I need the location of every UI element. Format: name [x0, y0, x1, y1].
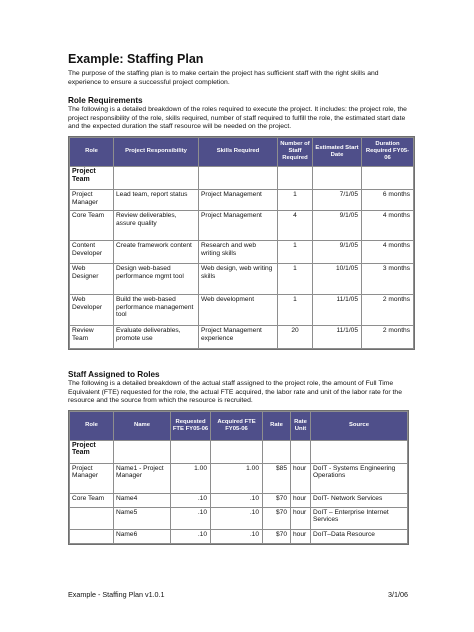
table-row — [70, 508, 407, 529]
duration-cell: 4 months — [362, 211, 413, 240]
role-cell: Project Manager — [70, 190, 113, 210]
acquired-fte-cell: 1.00 — [211, 464, 262, 493]
table-row — [70, 264, 413, 294]
skills-cell: Research and web writing skills — [199, 241, 277, 263]
table-row — [70, 211, 413, 240]
requested-fte-cell: .10 — [171, 530, 210, 543]
responsibility-cell: Lead team, report status — [114, 190, 198, 210]
role-cell: Project Manager — [70, 464, 113, 493]
responsibility-cell: Design web-based performance mgmt tool — [114, 264, 198, 294]
table-row — [70, 494, 407, 507]
number-cell: 1 — [278, 264, 312, 294]
acquired-fte-cell: .10 — [211, 494, 262, 507]
duration-cell: 4 months — [362, 241, 413, 263]
col-header-number-staff: Number of Staff Required — [278, 138, 312, 166]
col-header-duration: Duration Required FY05-06 — [362, 138, 413, 166]
section-spacer — [68, 350, 408, 370]
table-row — [70, 295, 413, 325]
source-cell: DoIT- Network Services — [311, 494, 407, 507]
source-cell: DoIT–Data Resource — [311, 530, 407, 543]
col-header-source: Source — [311, 412, 407, 440]
role-requirements-heading: Role Requirements — [68, 96, 143, 106]
table-cell — [199, 167, 277, 189]
role-cell — [70, 530, 113, 543]
col-header-responsibility: Project Responsibility — [114, 138, 198, 166]
col-header-acquired-fte: Acquired FTE FY05-06 — [211, 412, 262, 440]
document-page — [68, 52, 408, 545]
group-label: Project Team — [70, 167, 113, 189]
number-cell: 1 — [278, 295, 312, 325]
start-date-cell: 10/1/05 — [313, 264, 361, 294]
table-cell — [278, 167, 312, 189]
rate-unit-cell: hour — [291, 508, 310, 529]
source-cell: DoIT – Enterprise Internet Services — [311, 508, 407, 529]
table-row — [70, 167, 413, 189]
role-cell: Core Team — [70, 494, 113, 507]
duration-cell: 2 months — [362, 326, 413, 348]
number-cell: 4 — [278, 211, 312, 240]
col-header-role: Role — [70, 138, 113, 166]
skills-cell: Project Management — [199, 190, 277, 210]
name-cell: Name1 - Project Manager — [114, 464, 170, 493]
number-cell: 1 — [278, 190, 312, 210]
table-cell — [114, 441, 170, 463]
rate-cell: $70 — [263, 494, 290, 507]
col-header-role: Role — [70, 412, 113, 440]
role-cell: Core Team — [70, 211, 113, 240]
start-date-cell: 7/1/05 — [313, 190, 361, 210]
role-cell: Review Team — [70, 326, 113, 348]
table-row — [70, 530, 407, 543]
col-header-name: Name — [114, 412, 170, 440]
table-header-row — [70, 412, 407, 440]
table-header-row — [70, 138, 413, 166]
role-requirements-text: The following is a detailed breakdown of the roles required to execute the project. It includes: the project role, the project responsibility of the role, skills required, number of staff required to fulfill the role, the estimated start date and the expected duration the staff resource will be needed on the project. — [68, 106, 407, 131]
responsibility-cell: Evaluate deliverables, promote use — [114, 326, 198, 348]
footer-document-name: Example - Staffing Plan v1.0.1 — [68, 590, 165, 599]
col-header-rate: Rate — [263, 412, 290, 440]
source-cell: DoIT - Systems Engineering Operations — [311, 464, 407, 493]
start-date-cell: 11/1/05 — [313, 326, 361, 348]
acquired-fte-cell: .10 — [211, 530, 262, 543]
table-cell — [362, 167, 413, 189]
col-header-start-date: Estimated Start Date — [313, 138, 361, 166]
start-date-cell: 9/1/05 — [313, 241, 361, 263]
table-row — [70, 326, 413, 348]
duration-cell: 3 months — [362, 264, 413, 294]
rate-unit-cell: hour — [291, 530, 310, 543]
start-date-cell: 11/1/05 — [313, 295, 361, 325]
col-header-rate-unit: Rate Unit — [291, 412, 310, 440]
table-cell — [313, 167, 361, 189]
requested-fte-cell: .10 — [171, 508, 210, 529]
duration-cell: 6 months — [362, 190, 413, 210]
col-header-requested-fte: Requested FTE FY05-06 — [171, 412, 210, 440]
staff-assigned-heading: Staff Assigned to Roles — [68, 369, 160, 379]
rate-cell: $70 — [263, 530, 290, 543]
rate-unit-cell: hour — [291, 464, 310, 493]
number-cell: 20 — [278, 326, 312, 348]
responsibility-cell: Create framework content — [114, 241, 198, 263]
role-cell: Web Developer — [70, 295, 113, 325]
skills-cell: Project Management — [199, 211, 277, 240]
col-header-skills: Skills Required — [199, 138, 277, 166]
skills-cell: Project Management experience — [199, 326, 277, 348]
role-cell — [70, 508, 113, 529]
rate-cell: $85 — [263, 464, 290, 493]
table-cell — [171, 441, 210, 463]
intro-paragraph: The purpose of the staffing plan is to make certain the project has sufficient staff with the right skills and experience to ensure a successful project completion. — [68, 70, 379, 86]
staff-assigned-text: The following is a detailed breakdown of the actual staff assigned to the project role, the amount of Full Time Equivalent (FTE) requested for the role, the actual FTE acquired, the labor rate and unit of the labor rate for the resource and the source from which the resource is recruited. — [68, 379, 402, 405]
name-cell: Name6 — [114, 530, 170, 543]
table-cell — [114, 167, 198, 189]
table-cell — [211, 441, 262, 463]
acquired-fte-cell: .10 — [211, 508, 262, 529]
requested-fte-cell: .10 — [171, 494, 210, 507]
table-row — [70, 464, 407, 493]
skills-cell: Web design, web writing skills — [199, 264, 277, 294]
table-cell — [311, 441, 407, 463]
table-row — [70, 441, 407, 463]
table-row — [70, 241, 413, 263]
staff-assigned-table — [68, 410, 409, 545]
table-cell — [291, 441, 310, 463]
start-date-cell: 9/1/05 — [313, 211, 361, 240]
role-cell: Web Designer — [70, 264, 113, 294]
role-cell: Content Developer — [70, 241, 113, 263]
responsibility-cell: Build the web-based performance management tool — [114, 295, 198, 325]
document-title: Example: Staffing Plan — [68, 52, 204, 66]
footer-date: 3/1/06 — [388, 590, 408, 599]
rate-unit-cell: hour — [291, 494, 310, 507]
name-cell: Name5 — [114, 508, 170, 529]
responsibility-cell: Review deliverables, assure quality — [114, 211, 198, 240]
duration-cell: 2 months — [362, 295, 413, 325]
requested-fte-cell: 1.00 — [171, 464, 210, 493]
rate-cell: $70 — [263, 508, 290, 529]
table-cell — [263, 441, 290, 463]
page-footer — [68, 590, 408, 599]
number-cell: 1 — [278, 241, 312, 263]
name-cell: Name4 — [114, 494, 170, 507]
skills-cell: Web development — [199, 295, 277, 325]
role-requirements-table — [68, 136, 415, 350]
table-row — [70, 190, 413, 210]
group-label: Project Team — [70, 441, 113, 463]
